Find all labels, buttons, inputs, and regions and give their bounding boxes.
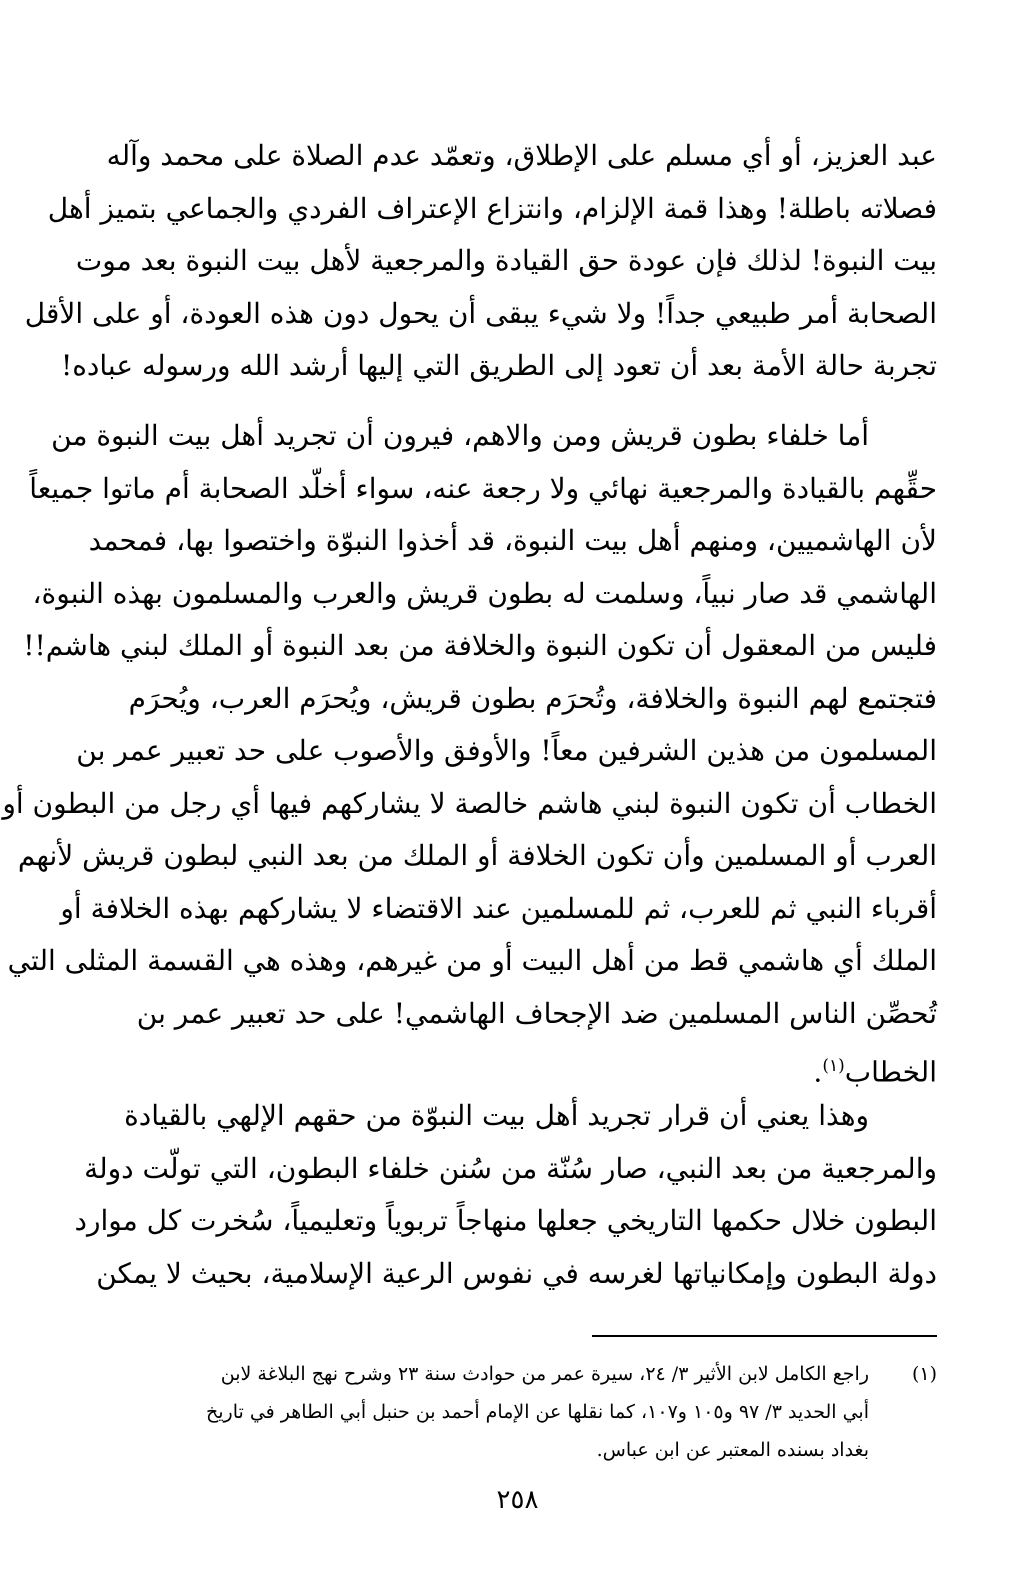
footnote-text [92, 1355, 869, 1469]
paragraph-2 [2, 410, 937, 1099]
paragraph-line: الخطاب أن تكون النبوة لبني هاشم خالصة لا يشاركهم فيها أي رجل من البطون أو [2, 786, 937, 820]
paragraph-line: أقرباء النبي ثم للعرب، ثم للمسلمين عند الاقتضاء لا يشاركهم بهذه الخلافة أو [60, 891, 937, 925]
paragraph-line: أما خلفاء بطون قريش ومن والاهم، فيرون أن تجريد أهل بيت النبوة من [51, 419, 869, 452]
paragraph-1 [24, 130, 937, 393]
paragraph-line: فصلاته باطلة! وهذا قمة الإلزام، وانتزاع الإعتراف الفردي والجماعي بتميز أهل [47, 191, 937, 225]
footnote-line: بغداد بسنده المعتبر عن ابن عباس. [596, 1439, 869, 1461]
footnote [92, 1355, 937, 1469]
paragraph-line: الملك أي هاشمي قط من أهل البيت أو من غيرهم، وهذه هي القسمة المثلى التي [7, 944, 937, 977]
paragraph-line: البطون خلال حكمها التاريخي جعلها منهاجاً تربوياً وتعليمياً، سُخرت كل موارد [74, 1204, 937, 1237]
paragraph-line: فليس من المعقول أن تكون النبوة والخلافة من بعد النبوة أو الملك لبني هاشم!! [23, 629, 937, 662]
paragraph-line: تُحصِّن الناس المسلمين ضد الإجحاف الهاشمي! على حد تعبير عمر بن [136, 996, 937, 1030]
paragraph-line: المسلمون من هذين الشرفين معاً! والأوفق والأصوب على حد تعبير عمر بن [76, 734, 937, 767]
paragraph-line: لأن الهاشميين، ومنهم أهل بيت النبوة، قد أخذوا النبوّة واختصوا بها، فمحمد [88, 524, 937, 557]
paragraph-line: والمرجعية من بعد النبي، صار سُنّة من سُنن خلفاء البطون، التي تولّت دولة [84, 1151, 937, 1185]
paragraph-line: الهاشمي قد صار نبياً، وسلمت له بطون قريش والعرب والمسلمون بهذه النبوة، [32, 576, 937, 610]
paragraph-line: وهذا يعني أن قرار تجريد أهل بيت النبوّة من حقهم الإلهي بالقيادة [124, 1099, 869, 1132]
paragraph-3 [74, 1090, 937, 1300]
footnote-divider [592, 1335, 937, 1337]
paragraph-line-text: الخطاب [844, 1055, 937, 1089]
paragraph-line: تجربة حالة الأمة بعد أن تعود إلى الطريق التي إليها أرشد الله ورسوله عباده! [61, 349, 937, 382]
paragraph-line: حقِّهم بالقيادة والمرجعية نهائي ولا رجعة عنه، سواء أخلّد الصحابة أم ماتوا جميعاً [29, 471, 937, 505]
page-number: ٢٥٨ [496, 1485, 539, 1515]
footnote-line: راجع الكامل لابن الأثير ٣/ ٢٤، سيرة عمر من حوادث سنة ٢٣ وشرح نهج البلاغة لابن [220, 1363, 869, 1385]
paragraph-line: دولة البطون وإمكانياتها لغرسه في نفوس الرعية الإسلامية، بحيث لا يمكن [96, 1256, 937, 1290]
footnote-marker: (١) [911, 1363, 937, 1385]
footnote-line: أبي الحديد ٣/ ٩٧ و١٠٥ و١٠٧، كما نقلها عن الإمام أحمد بن حنبل أبي الطاهر في تاريخ [205, 1401, 869, 1423]
paragraph-line: العرب أو المسلمين وأن تكون الخلافة أو الملك من بعد النبي لبطون قريش لأنهم [17, 839, 937, 872]
paragraph-line: الصحابة أمر طبيعي جداً! ولا شيء يبقى أن يحول دون هذه العودة، أو على الأقل [24, 296, 937, 330]
end-punctuation: . [813, 1055, 823, 1089]
paragraph-line: فتجتمع لهم النبوة والخلافة، وتُحرَم بطون قريش، ويُحرَم العرب، ويُحرَم [128, 681, 937, 715]
footnote-reference[interactable]: (١) [822, 1056, 845, 1076]
paragraph-line: عبد العزيز، أو أي مسلم على الإطلاق، وتعمّد عدم الصلاة على محمد وآله [106, 139, 937, 172]
paragraph-line: بيت النبوة! لذلك فإن عودة حق القيادة والمرجعية لأهل بيت النبوة بعد موت [75, 244, 937, 277]
